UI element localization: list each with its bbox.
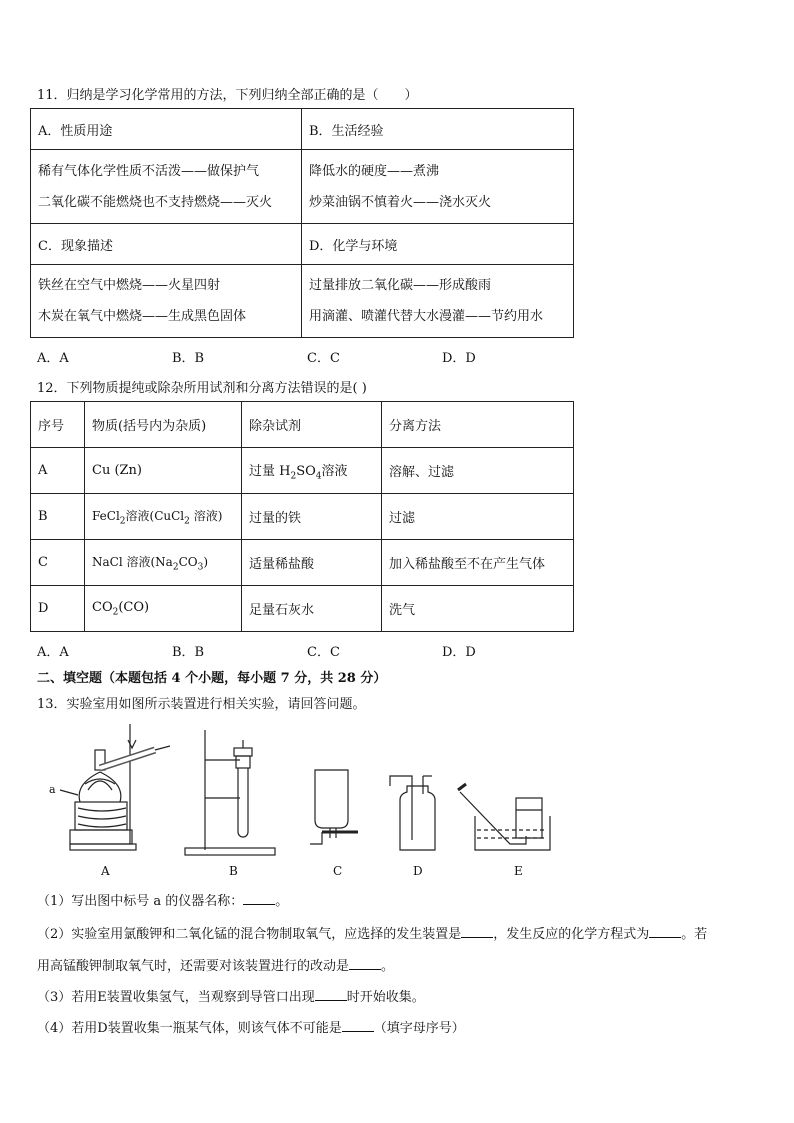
answer-blank[interactable] [342, 1017, 374, 1032]
q11-option-d[interactable]: D．D [442, 351, 476, 366]
q11-c-line2: 木炭在氧气中燃烧——生成黑色固体 [38, 309, 247, 324]
q13-part2 [37, 923, 707, 942]
substance-text: CO [178, 554, 198, 569]
q11-option-c[interactable]: C．C [307, 351, 340, 366]
q12-row-b-substance [85, 494, 242, 540]
section-heading: 二、填空题（本题包括 4 个小题，每小题 7 分，共 28 分） [37, 671, 387, 686]
figure-label-b: B [229, 864, 238, 878]
q11-b-line1: 降低水的硬度——煮沸 [309, 163, 440, 179]
q12-option-b[interactable]: B．B [172, 645, 205, 660]
q12-row-c-method: 加入稀盐酸至不在产生气体 [382, 540, 574, 586]
q13-part3-end: 时开始收集。 [346, 990, 425, 1005]
q11-cell-a-head: A．性质用途 [31, 109, 302, 150]
apparatus-a [60, 724, 170, 850]
q12-option-d[interactable]: D．D [442, 645, 476, 660]
substance-text: 溶液(CuCl [125, 508, 185, 523]
q13-part2-end: 。若 [681, 927, 708, 942]
q11-d-line2: 用滴灌、喷灌代替大水漫灌——节约用水 [309, 309, 544, 324]
q12-row-d-substance [85, 586, 242, 632]
q11-cell-c-body [31, 265, 302, 338]
q13-part1-end: 。 [275, 894, 289, 909]
substance-text: 溶液) [189, 508, 223, 523]
subscript: 3 [197, 562, 204, 573]
subscript: 2 [119, 516, 126, 527]
q11-d-line1: 过量排放二氧化碳——形成酸雨 [309, 278, 492, 293]
q12-row-c-substance [85, 540, 242, 586]
figure-marker-a: a [49, 783, 56, 796]
table-row [31, 494, 574, 540]
q11-cell-a-body [31, 150, 302, 224]
figure-label-c: C [333, 864, 343, 878]
q13-part1 [37, 890, 288, 909]
q13-part2b [37, 955, 394, 974]
apparatus-b [185, 730, 275, 855]
answer-blank[interactable] [649, 923, 681, 938]
reagent-text: 溶液 [321, 463, 348, 479]
table-row [31, 540, 574, 586]
q11-b-line2: 炒菜油锅不慎着火——浇水灭火 [309, 194, 492, 210]
q12-title: 12．下列物质提纯或除杂所用试剂和分离方法错误的是( ) [37, 381, 367, 396]
figure-label-a: A [101, 864, 110, 878]
apparatus-e [458, 784, 550, 850]
reagent-text: SO [296, 463, 316, 479]
subscript: 2 [290, 471, 297, 482]
q13-part4-text: （4）若用D装置收集一瓶某气体，则该气体不可能是 [37, 1021, 342, 1036]
q13-part2-text: （2）实验室用氯酸钾和二氧化锰的混合物制取氧气，应选择的发生装置是 [37, 927, 462, 942]
q13-part2b-end: 。 [381, 959, 395, 974]
q12-row-c-reagent: 适量稀盐酸 [242, 540, 382, 586]
q12-row-d-reagent: 足量石灰水 [242, 586, 382, 632]
apparatus-figure [40, 720, 560, 880]
figure-label-e: E [514, 864, 523, 878]
q12-row-a-id: A [31, 448, 85, 494]
q11-a-line2: 二氧化碳不能燃烧也不支持燃烧——灭火 [38, 194, 273, 210]
subscript: 2 [172, 562, 179, 573]
q11-options [37, 347, 577, 366]
subscript: 2 [112, 607, 119, 618]
q13-part4-end: （填字母序号） [373, 1021, 465, 1036]
q12-row-b-method: 过滤 [382, 494, 574, 540]
substance-text: (CO) [118, 599, 150, 615]
q12-row-a-substance: Cu (Zn) [85, 448, 242, 494]
q12-header-reagent: 除杂试剂 [242, 402, 382, 448]
q12-header-method: 分离方法 [382, 402, 574, 448]
q13-part1-text: （1）写出图中标号 a 的仪器名称： [37, 894, 244, 909]
q13-part2b-text: 用高锰酸钾制取氧气时，还需要对该装置进行的改动是 [37, 959, 350, 974]
reagent-text: 过量 H [249, 463, 291, 479]
answer-blank[interactable] [243, 890, 275, 905]
substance-text: FeCl [92, 508, 120, 523]
q11-table [30, 108, 574, 338]
q12-row-c-id: C [31, 540, 85, 586]
q11-cell-b-body [302, 150, 574, 224]
q12-row-b-id: B [31, 494, 85, 540]
q12-header-id: 序号 [31, 402, 85, 448]
subscript: 4 [315, 471, 322, 482]
apparatus-c [310, 770, 358, 844]
q12-header-substance: 物质(括号内为杂质) [85, 402, 242, 448]
substance-text: ) [203, 554, 209, 569]
table-row [31, 586, 574, 632]
q11-a-line1: 稀有气体化学性质不活泼——做保护气 [38, 163, 260, 179]
q13-part4 [37, 1017, 465, 1036]
answer-blank[interactable] [315, 986, 347, 1001]
q12-row-b-reagent: 过量的铁 [242, 494, 382, 540]
q12-row-d-method: 洗气 [382, 586, 574, 632]
substance-text: NaCl 溶液(Na [92, 554, 173, 569]
q11-cell-b-head: B．生活经验 [302, 109, 574, 150]
q11-option-b[interactable]: B．B [172, 351, 205, 366]
q11-option-a[interactable]: A．A [37, 351, 69, 366]
table-row [31, 448, 574, 494]
figure-label-d: D [413, 864, 423, 878]
q12-row-a-reagent [242, 448, 382, 494]
q11-cell-d-head: D．化学与环境 [302, 224, 574, 265]
q13-part3 [37, 986, 425, 1005]
q11-title: 11．归纳是学习化学常用的方法，下列归纳全部正确的是（ ） [37, 88, 418, 103]
q12-option-c[interactable]: C．C [307, 645, 340, 660]
q13-part3-text: （3）若用E装置收集氢气，当观察到导管口出现 [37, 990, 315, 1005]
answer-blank[interactable] [461, 923, 493, 938]
subscript: 2 [184, 516, 190, 527]
q13-part2-text-mid: ，发生反应的化学方程式为 [493, 927, 650, 942]
q12-row-a-method: 溶解、过滤 [382, 448, 574, 494]
q11-cell-c-head: C．现象描述 [31, 224, 302, 265]
substance-text: CO [92, 599, 113, 615]
q12-option-a[interactable]: A．A [37, 645, 69, 660]
answer-blank[interactable] [349, 955, 381, 970]
q13-title: 13．实验室用如图所示装置进行相关实验，请回答问题。 [37, 697, 366, 712]
q12-options [37, 641, 577, 660]
q12-table [30, 401, 574, 632]
q11-c-line1: 铁丝在空气中燃烧——火星四射 [38, 278, 221, 293]
q11-cell-d-body [302, 265, 574, 338]
q12-row-d-id: D [31, 586, 85, 632]
apparatus-d [390, 776, 435, 850]
